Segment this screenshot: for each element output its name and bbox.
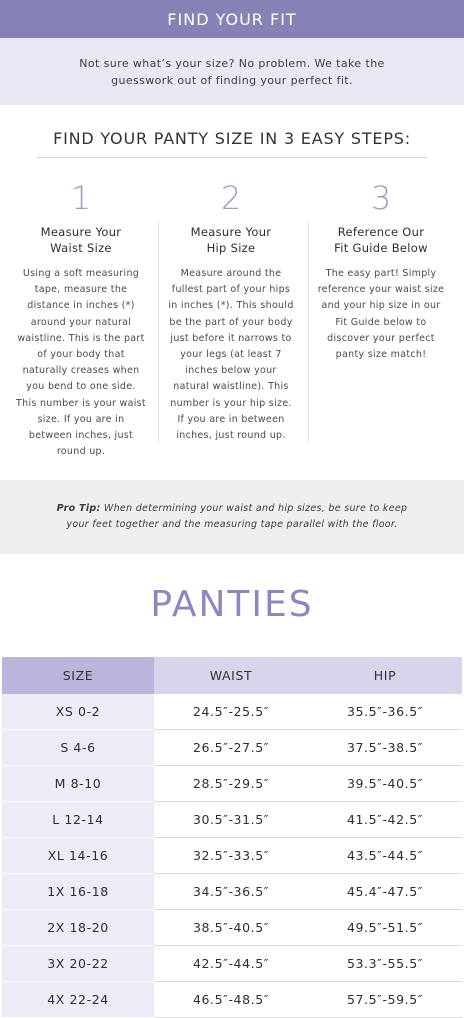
size-cell: S 4-6: [2, 730, 154, 766]
size-cell: L 12-14: [2, 802, 154, 838]
step-divider: [158, 222, 159, 442]
hip-cell: 39.5″-40.5″: [308, 766, 462, 802]
table-header-row: [2, 657, 462, 694]
pro-tip-box: [0, 480, 464, 554]
waist-cell: 34.5″-36.5″: [154, 874, 308, 910]
waist-cell: 30.5″-31.5″: [154, 802, 308, 838]
step-number: 2: [220, 179, 242, 217]
size-chart-table: [2, 657, 462, 1018]
size-cell: 1X 16-18: [2, 874, 154, 910]
pro-tip-text: [52, 501, 412, 533]
step-number: 1: [70, 179, 92, 217]
step-body: Using a soft measuring tape, measure the distance in inches (*) around your natural waistline. This is the part of your body that naturally creases when you bend to one side. This number is your waist size. If you are in between inches, just round up.: [16, 268, 146, 458]
table-title: PANTIES: [150, 584, 314, 625]
table-row: [2, 874, 462, 910]
table-row: [2, 694, 462, 730]
steps-heading: FIND YOUR PANTY SIZE IN 3 EASY STEPS:: [53, 129, 411, 148]
pro-tip-body: When determining your waist and hip sizes, be sure to keep your feet together and the measuring tape parallel with the floor.: [66, 503, 408, 530]
size-cell: 2X 18-20: [2, 910, 154, 946]
step-body: The easy part! Simply reference your waist size and your hip size in our Fit Guide below to discover your perfect panty size match!: [317, 268, 445, 361]
waist-cell: 32.5″-33.5″: [154, 838, 308, 874]
hip-cell: 45.4″-47.5″: [308, 874, 462, 910]
step-title: Measure Your Waist Size: [40, 225, 122, 255]
hip-cell: 49.5″-51.5″: [308, 910, 462, 946]
hip-cell: 35.5″-36.5″: [308, 694, 462, 730]
header-hip: HIP: [308, 657, 462, 694]
step-number: 3: [370, 179, 392, 217]
header-size: SIZE: [2, 657, 154, 694]
header-waist: WAIST: [154, 657, 308, 694]
waist-cell: 46.5″-48.5″: [154, 982, 308, 1018]
fit-banner: [0, 0, 464, 38]
table-row: [2, 946, 462, 982]
step-3: [316, 178, 446, 363]
waist-cell: 38.5″-40.5″: [154, 910, 308, 946]
waist-cell: 28.5″-29.5″: [154, 766, 308, 802]
step-2: [166, 178, 296, 444]
step-body: Measure around the fullest part of your hips in inches (*). This should be the part of your body just before it narrows to your legs (at least 7 inches below your natural waistline). This number is your hip size. If you are in between inches, just round up.: [168, 268, 294, 442]
waist-cell: 26.5″-27.5″: [154, 730, 308, 766]
intro-section: [0, 38, 464, 105]
size-cell: XL 14-16: [2, 838, 154, 874]
table-row: [2, 802, 462, 838]
hip-cell: 57.5″-59.5″: [308, 982, 462, 1018]
step-title: Measure Your Hip Size: [190, 225, 272, 255]
size-cell: 3X 20-22: [2, 946, 154, 982]
waist-cell: 24.5″-25.5″: [154, 694, 308, 730]
waist-cell: 42.5″-44.5″: [154, 946, 308, 982]
size-cell: 4X 22-24: [2, 982, 154, 1018]
hip-cell: 53.3″-55.5″: [308, 946, 462, 982]
heading-divider: [37, 157, 427, 158]
banner-title: FIND YOUR FIT: [167, 9, 297, 29]
intro-text: Not sure what’s your size? No problem. We take the guesswork out of finding your perfect fit.: [79, 56, 385, 87]
table-row: [2, 838, 462, 874]
step-1: [16, 178, 146, 460]
step-divider: [308, 222, 309, 442]
hip-cell: 41.5″-42.5″: [308, 802, 462, 838]
hip-cell: 37.5″-38.5″: [308, 730, 462, 766]
size-cell: M 8-10: [2, 766, 154, 802]
table-row: [2, 766, 462, 802]
table-row: [2, 910, 462, 946]
hip-cell: 43.5″-44.5″: [308, 838, 462, 874]
step-title: Reference Our Fit Guide Below: [334, 225, 428, 255]
size-cell: XS 0-2: [2, 694, 154, 730]
table-row: [2, 730, 462, 766]
pro-tip-label: Pro Tip:: [56, 503, 101, 514]
